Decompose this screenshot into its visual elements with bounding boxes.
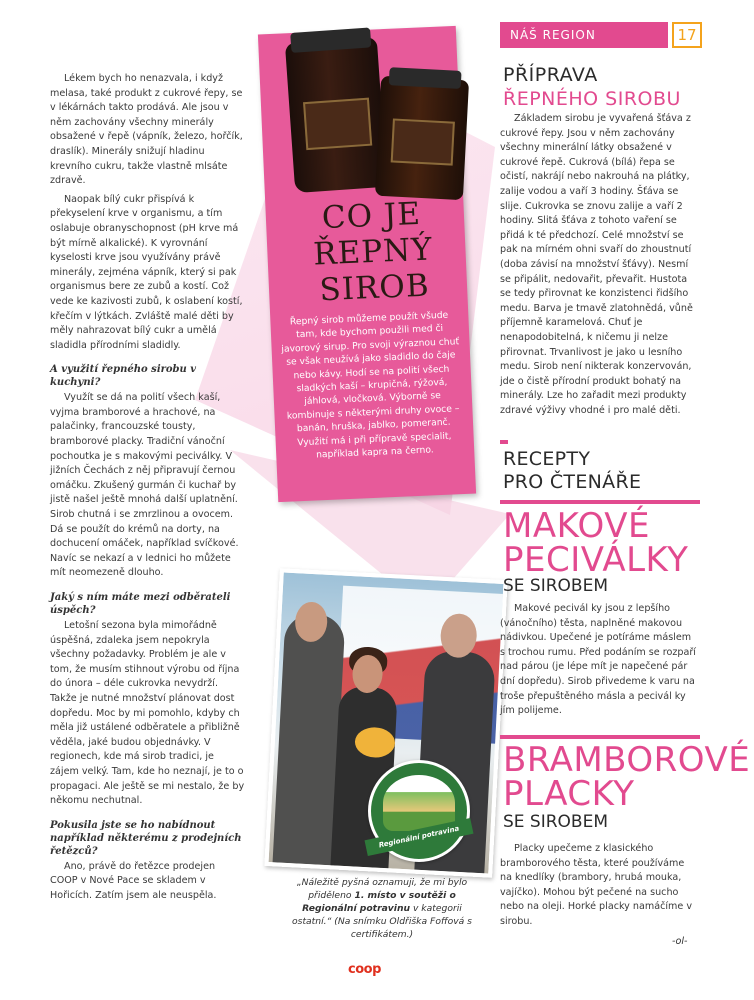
recipe-title: MAKOVÉ (503, 506, 650, 546)
paragraph: Makové pecivál ky jsou z lepšího (vánočního) těsta, naplněné makovou nádivkou. Upečené je potíráme máslem s trochou rumu. Před podáním se rozpaří nad párou (je lépe mít je napečené pár dní dopředu). Sirob přivedeme k varu na troše přepuštěného másla a pecivál ky jím polijeme. (500, 603, 696, 717)
feature-body: Řepný sirob můžeme použít všude tam, kde bychom použili med či javorový sirup. Pro svoji výraznou chuť se však neužívá jako sladidlo do čaje nebo kávy. Hodí se na polití všech sladkých kaší – krupičná, rýžová, jáhlová, vločková. Výborně se kombinuje s některými druhy ovoce – banán, hruška, jablko, pomeranč. Využití má i při přípravě specialit, například kapra na černo. (281, 309, 460, 461)
recipe-subtitle: SE SIROBEM (503, 812, 609, 832)
feature-title (286, 194, 461, 309)
section-heading-accent: ŘEPNÉHO SIROBU (503, 88, 681, 110)
paragraph: Ano, právě do řetězce prodejen COOP v Nové Pace se skladem v Hořicích. Zatím jsem ale neuspěla. (50, 860, 217, 901)
paragraph: Placky upečeme z klasického bramborového těsta, které používáme na knedlíky (brambory, hrubá mouka, vajíčko). Mohou být pečené na sucho nebo na oleji. Horké placky namáčíme v sirobu. (500, 843, 693, 927)
recipe-text (500, 602, 698, 723)
paragraph: Letošní sezona byla mimořádně úspěšná, zdaleka jsem nepokryla všechny požadavky. Problém je ale v tom, že musím stihnout výrobu od října do února – déle cukrovka nevydrží. Takže je nutné množství plánovat dost dopředu. Moc by mi pomohlo, kdyby ch měla již ustálené odběratele a přibližně věděla, jaké budou objednávky. V regionech, kde má sirob tradici, je zájem velký. Tam, kde ho neznají, je to o propagaci. Ale ještě se mi nestalo, že by někomu nechutnal. (50, 620, 245, 807)
page-number: 17 (672, 22, 702, 48)
recipe-text (500, 842, 698, 934)
syrup-jar-image (285, 37, 387, 193)
paragraph: Naopak bílý cukr přispívá k překyselení krve v organismu, a tím oslabuje obranyschopnost (pH krve má být mírně alkalické). K vyrovnání kyselosti krve jsou využívány právě minerály, zejména vápník, který si pak organismus bere ze zubů a kostí. Což vede ke kazivosti zubů, k oslabení kostí, křečím v lýtkách. Zvláště malé děti by měly nahrazovat bílý cukr a umělá sladidla přírodními sladidly. (50, 193, 243, 351)
interview-question: A využití řepného sirobu v kuchyni? (50, 364, 197, 389)
section-heading: PŘÍPRAVA (503, 64, 598, 86)
divider (500, 500, 700, 504)
divider (500, 440, 508, 444)
interview-question: Pokusila jste se ho nabídnout například některému z prodejních řetězců? (50, 819, 242, 857)
recipe-title: PECIVÁLKY (503, 540, 689, 580)
author-signature: -ol- (672, 936, 688, 947)
recipe-title: BRAMBOROVÉ (503, 740, 751, 780)
syrup-jar-image (375, 76, 469, 200)
feature-title-line: ŘEPNÝ (312, 231, 434, 273)
interview-question: Jaký s ním máte mezi odběrateli úspěch? (50, 592, 231, 616)
feature-title-line: CO JE (321, 195, 422, 237)
section-title: NÁŠ REGION (510, 28, 596, 42)
coop-logo: coop (348, 962, 381, 977)
paragraph: Lékem bych ho nenazvala, i když melasa, také produkt z cukrové řepy, se v lékárnách takto prodává. Ale jsou v něm zachovány všechny minerály obsažené v řepě (vápník, železo, hořčík, draslík). Minerály snižují hladinu krevního cukru, takže vlastně mlsáte zdravě. (50, 73, 243, 187)
recipe-title: PLACKY (503, 774, 635, 814)
photo-caption (282, 876, 482, 941)
paragraph: Využít se dá na polití všech kaší, vyjma bramborové a hrachové, na palačinky, francouzské tousty, bramborové placky. Tradiční vánoční pochoutka je s makovými peciválky. V jižních Čechách z něj připravují černou omáčku. Zkušený gurmán či kuchař by jistě našel ještě mnohá další uplatnění. Sirob chutná i se zmrzlinou a ovocem. Dá se použít do krémů na dorty, na dochucení omáček, například svíčkové. Navíc se nekazí a v lednici ho můžete mít neomezeně dlouho. (50, 392, 239, 579)
regional-food-badge (368, 760, 470, 862)
badge-ribbon-text: Regionální potravina (365, 818, 474, 856)
caption-bold-text: 1. místo v soutěži o Regionální potravinu (302, 890, 456, 914)
recipes-heading: RECEPTY (503, 448, 591, 470)
feature-title-line: SIROB (318, 267, 431, 309)
preparation-column (500, 112, 698, 422)
interview-column (50, 72, 245, 908)
caption-text: v kategorii ostatní.“ (Na snímku Oldřiška Foffová s certifikátem.) (292, 903, 472, 940)
divider (500, 735, 700, 739)
caption-text: „Náležitě pyšná oznamuji, že mi bylo přiděleno (296, 877, 468, 901)
recipes-heading: PRO ČTENÁŘE (503, 471, 642, 493)
section-header (500, 22, 668, 48)
paragraph: Základem sirobu je vyvařená šťáva z cukrové řepy. Jsou v něm zachovány všechny minerální látky obsažené v cukrové řepě. Cukrová (bílá) řepa se očistí, nakrájí nebo nakrouhá na plátky, zalije vodou a vaří 3 hodiny. Šťáva se slije. Cukrovka se znovu zalije a vaří 2 hodiny. Slitá šťáva z tohoto vaření se přidá k té předchozí. Celé množství se pak na mírném ohni svaří do zhoustnutí (doba závisí na množství šťávy). Nesmí se připálit, nedovařit, převařit. Hustota se tedy přirovnat ke konzistenci řidšího medu. Barva je tmavě zlatohnědá, vůně příjemně karamelová. Chuť je nenapodobitelná, k ničemu ji nelze přirovnat. Trvanlivost je jako u lesního medu. Sirob není nikterak konzervován, jde o čistě přírodní produkt bohatý na minerály. Lze ho zařadit mezi produkty zdravé výživy vhodné i pro malé děti. (500, 113, 693, 416)
recipe-subtitle: SE SIROBEM (503, 576, 609, 596)
